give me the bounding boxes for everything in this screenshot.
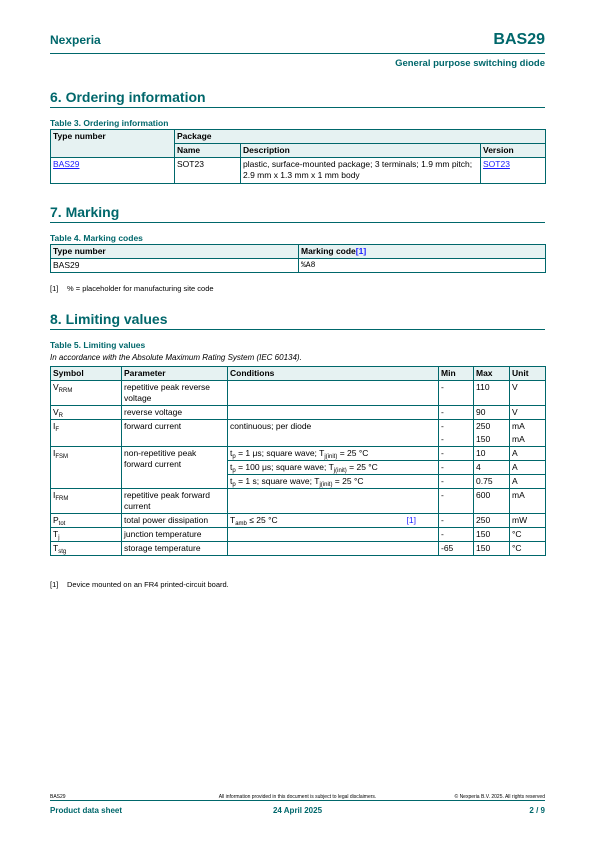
max-value: 150	[474, 528, 510, 542]
symbol-subscript: j	[58, 535, 60, 541]
max-value: 10	[474, 447, 510, 461]
parameter: reverse voltage	[122, 406, 228, 420]
min-value: -	[439, 406, 474, 420]
table-row	[51, 489, 546, 514]
conditions: $t_p = 100$ μs; square wave; $T_{j(init)} = 25$ °C	[228, 461, 439, 475]
conditions: $t_p = 1$ μs; square wave; $T_{j(init)} = 25$ °C	[228, 447, 439, 461]
parameter: forward current	[122, 420, 228, 447]
column-header-max: Max	[474, 367, 510, 381]
max-value: 150	[474, 433, 510, 447]
document-subtitle: General purpose switching diode	[395, 58, 545, 69]
max-value: 250	[474, 420, 510, 434]
conditions	[228, 489, 439, 514]
symbol-letter: V	[53, 382, 59, 392]
max-value: 110	[474, 381, 510, 406]
max-value: 90	[474, 406, 510, 420]
footnote-text: % = placeholder for manufacturing site code	[67, 284, 214, 293]
footer-date: 24 April 2025	[272, 806, 323, 815]
section-divider	[50, 107, 545, 108]
min-value: -	[439, 420, 474, 434]
unit: mA	[510, 489, 546, 514]
footnote-ref-link[interactable]: [1]	[355, 246, 367, 256]
min-value: -	[439, 381, 474, 406]
type-number: BAS29	[51, 259, 299, 273]
brand-name: Nexperia	[50, 33, 101, 47]
column-header-marking-code	[299, 245, 546, 259]
symbol-letter: I	[53, 421, 56, 431]
footnote	[50, 580, 229, 589]
symbol-letter: I	[53, 448, 56, 458]
symbol-letter: T	[53, 529, 59, 539]
symbol-subscript: stg	[58, 549, 67, 555]
min-value: -	[439, 528, 474, 542]
symbol	[51, 489, 122, 514]
table-row	[51, 381, 546, 406]
unit: A	[510, 475, 546, 489]
max-value: 250	[474, 514, 510, 528]
unit: °C	[510, 528, 546, 542]
symbol-subscript: tot	[58, 521, 66, 527]
unit: A	[510, 461, 546, 475]
footer-disclaimer: All information provided in this document is subject to legal disclaimers.	[218, 794, 377, 800]
parameter: storage temperature	[122, 542, 228, 556]
parameter: non-repetitive peak forward current	[122, 447, 228, 489]
header-divider	[50, 53, 545, 54]
page-number: 2 / 9	[529, 806, 545, 815]
symbol-subscript: R	[58, 413, 64, 419]
unit: mW	[510, 514, 546, 528]
table-caption: Table 5. Limiting values	[50, 340, 146, 350]
footer-doc-type: Product data sheet	[50, 806, 123, 815]
section-title-limiting: 8. Limiting values	[50, 311, 168, 327]
table-row	[51, 259, 546, 273]
column-header-min: Min	[439, 367, 474, 381]
table-row	[51, 158, 546, 184]
section-title-ordering: 6. Ordering information	[50, 89, 206, 105]
table-row	[51, 447, 546, 461]
symbol-letter: I	[53, 490, 56, 500]
max-value: 150	[474, 542, 510, 556]
table-row	[51, 406, 546, 420]
symbol	[51, 514, 122, 528]
table-caption: Table 4. Marking codes	[50, 233, 143, 243]
column-header-description: Description	[241, 144, 481, 158]
max-value: 4	[474, 461, 510, 475]
footer-copyright: © Nexperia B.V. 2025. All rights reserved	[454, 794, 545, 800]
max-value: 600	[474, 489, 510, 514]
symbol-subscript: FRM	[55, 496, 69, 502]
symbol	[51, 542, 122, 556]
table-row	[51, 542, 546, 556]
symbol	[51, 447, 122, 489]
parameter: repetitive peak forward current	[122, 489, 228, 514]
min-value: -65	[439, 542, 474, 556]
conditions	[228, 381, 439, 406]
section-title-marking: 7. Marking	[50, 204, 120, 220]
package-version-link[interactable]: SOT23	[483, 159, 510, 169]
symbol-letter: P	[53, 515, 59, 525]
package-description: plastic, surface-mounted package; 3 terminals; 1.9 mm pitch; 2.9 mm x 1.3 mm x 1 mm body	[241, 158, 481, 184]
column-header-parameter: Parameter	[122, 367, 228, 381]
footnote-text: Device mounted on an FR4 printed-circuit board.	[67, 580, 229, 589]
symbol-letter: V	[53, 407, 59, 417]
min-value: -	[439, 447, 474, 461]
type-number-link[interactable]: BAS29	[53, 159, 80, 169]
unit: A	[510, 447, 546, 461]
ordering-table	[50, 129, 546, 184]
column-header-unit: Unit	[510, 367, 546, 381]
table-row	[51, 528, 546, 542]
symbol-subscript: FSM	[55, 454, 69, 460]
parameter: repetitive peak reverse voltage	[122, 381, 228, 406]
limiting-values-table	[50, 366, 546, 556]
package-name: SOT23	[175, 158, 241, 184]
table-caption: Table 3. Ordering information	[50, 118, 169, 128]
min-value: -	[439, 461, 474, 475]
footer-doc-id: BAS29	[50, 794, 66, 800]
unit: °C	[510, 542, 546, 556]
section-divider	[50, 329, 545, 330]
min-value: -	[439, 475, 474, 489]
footnote-number: [1]	[50, 284, 59, 293]
conditions	[228, 528, 439, 542]
min-value: -	[439, 489, 474, 514]
symbol-letter: T	[53, 543, 59, 553]
table-note: In accordance with the Absolute Maximum Rating System (IEC 60134).	[50, 353, 302, 362]
column-header-conditions: Conditions	[228, 367, 439, 381]
unit: V	[510, 381, 546, 406]
footnote	[50, 284, 214, 293]
parameter: total power dissipation	[122, 514, 228, 528]
section-divider	[50, 222, 545, 223]
column-header-symbol: Symbol	[51, 367, 122, 381]
part-number: BAS29	[493, 31, 545, 48]
symbol-subscript: RRM	[58, 388, 73, 394]
footnote-number: [1]	[50, 580, 59, 589]
conditions: $t_p = 1$ s; square wave; $T_{j(init)} = 25$ °C	[228, 475, 439, 489]
conditions: continuous; per diode	[228, 420, 439, 447]
footer-divider	[50, 800, 545, 801]
column-header-type-number: Type number	[51, 245, 299, 259]
column-header-type-number: Type number	[51, 130, 175, 158]
symbol	[51, 406, 122, 420]
marking-code-label: Marking code	[301, 246, 356, 256]
marking-code: %A8	[299, 259, 546, 273]
conditions	[228, 406, 439, 420]
max-value: 0.75	[474, 475, 510, 489]
min-value: -	[439, 433, 474, 447]
table-row	[51, 514, 546, 528]
unit: V	[510, 406, 546, 420]
column-header-name: Name	[175, 144, 241, 158]
min-value: -	[439, 514, 474, 528]
symbol	[51, 420, 122, 447]
unit: mA	[510, 433, 546, 447]
table-row	[51, 420, 546, 434]
conditions: $T_{amb} \le 25$ °C [1]	[228, 514, 439, 528]
footnote-ref-link[interactable]: [1]	[406, 515, 416, 525]
column-header-package: Package	[175, 130, 546, 144]
symbol-subscript: F	[55, 427, 60, 433]
marking-table	[50, 244, 546, 273]
unit: mA	[510, 420, 546, 434]
conditions	[228, 542, 439, 556]
column-header-version: Version	[481, 144, 546, 158]
parameter: junction temperature	[122, 528, 228, 542]
symbol	[51, 528, 122, 542]
symbol	[51, 381, 122, 406]
